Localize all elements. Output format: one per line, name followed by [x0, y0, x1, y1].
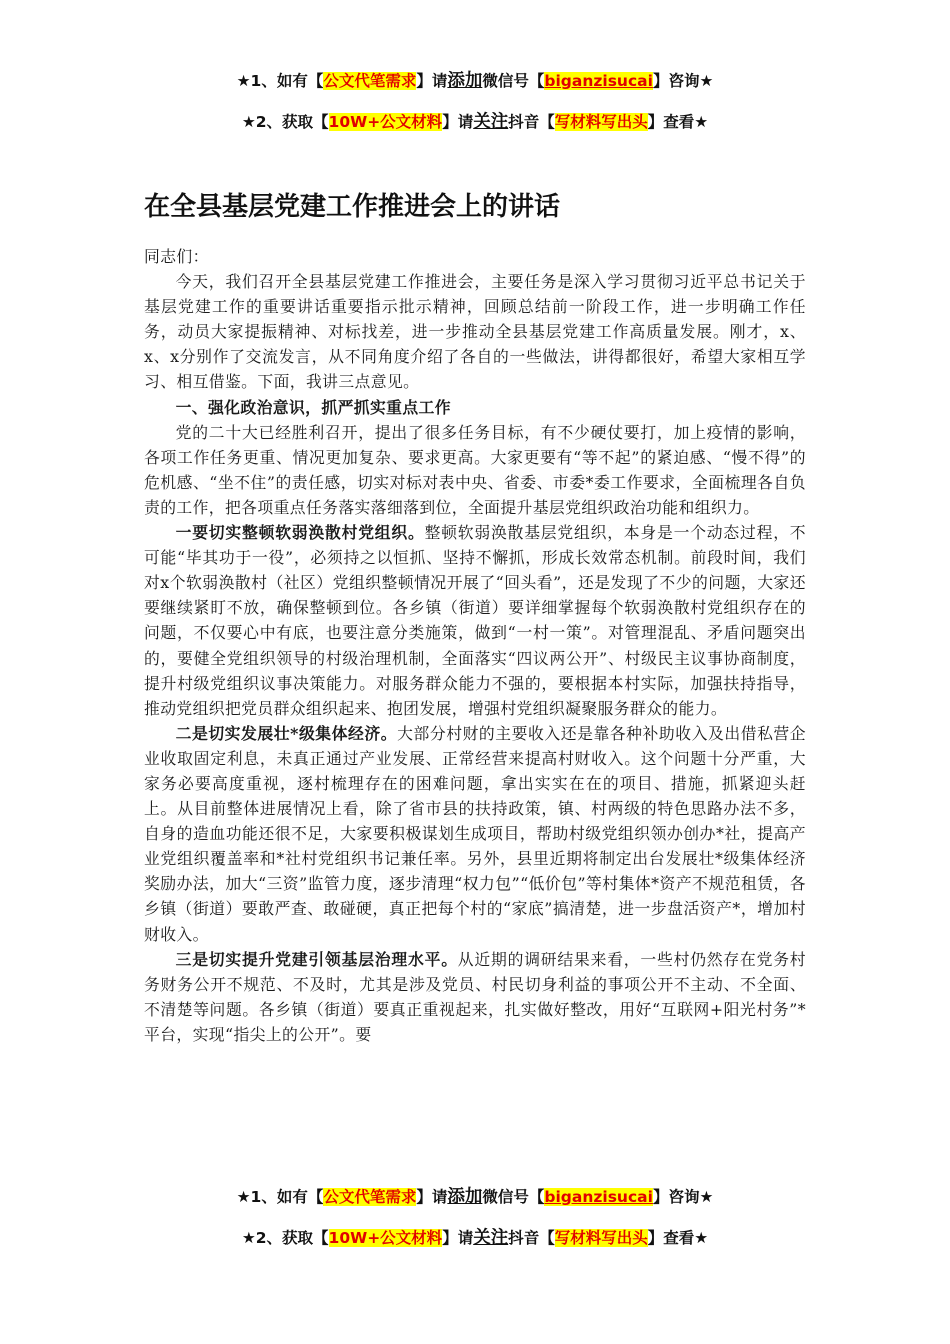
emphasis-add: 添加 [447, 71, 483, 91]
douyin-account: 写材料写出头 [554, 113, 648, 131]
wechat-id-link[interactable]: biganzisucai [544, 72, 653, 90]
highlight-materials: 10W+公文材料 [328, 1229, 443, 1247]
point-1-lead: 一要切实整顿软弱涣散村党组织。 [175, 523, 425, 543]
wechat-id-link[interactable]: biganzisucai [544, 1188, 653, 1206]
promo-banner-top-line1: ★1、如有【公文代笔需求】请添加微信号【biganzisucai】咨询★ [236, 71, 714, 91]
point-2-lead: 二是切实发展壮*级集体经济。 [175, 723, 398, 743]
point-1-text: 整顿软弱涣散基层党组织，本身是一个动态过程，不可能“毕其功于一役”，必须持之以恒抓、坚持不懈抓，形成长效常态机制。前段时间，我们对x个软弱涣散村（社区）党组织整顿情况开展了“回头看”，还是发现了不少的问题，大家还要继续紧盯不放，确保整顿到位。各乡镇（街道）要详细掌握每个软弱涣散村党组织存在的问题，不仅要心中有底，也要注意分类施策，做到“一村一策”。对管理混乱、矛盾问题突出的，要健全党组织领导的村级治理机制，全面落实“四议两公开”、村级民主议事协商制度，提升村级党组织议事决策能力。对服务群众能力不强的，要根据本村实际，加强扶持指导，推动党组织把党员群众组织起来、抱团发展，增强村党组织凝聚服务群众的能力。 [144, 523, 806, 718]
promo-banner-bottom-line1: ★1、如有【公文代笔需求】请添加微信号【biganzisucai】咨询★ [236, 1187, 714, 1207]
emphasis-follow: 关注 [473, 1228, 509, 1248]
emphasis-follow: 关注 [473, 112, 509, 132]
highlight-service: 公文代笔需求 [323, 1188, 417, 1206]
point-3-lead: 三是切实提升党建引领基层治理水平。 [175, 949, 458, 969]
promo-banner-top-line2: ★2、获取【10W+公文材料】请关注抖音【写材料写出头】查看★ [241, 112, 709, 132]
highlight-service: 公文代笔需求 [323, 72, 417, 90]
emphasis-add: 添加 [447, 1187, 483, 1207]
point-2-paragraph [144, 721, 806, 947]
point-3-text: 从近期的调研结果来看，一些村仍然存在党务村务财务公开不规范、不及时，尤其是涉及党员、村民切身利益的事项公开不主动、不全面、不清楚等问题。各乡镇（街道）要真正重视起来，扎实做好整改，用好“互联网+阳光村务”*平台，实现“指尖上的公开”。要 [144, 949, 806, 1044]
point-2-text: 大部分村财的主要收入还是靠各种补助收入及出借私营企业收取固定利息，未真正通过产业发展、正常经营来提高村财收入。这个问题十分严重，大家务必要高度重视，逐村梳理存在的困难问题，拿出实实在在的项目、措施，抓紧迎头赶上。从目前整体进展情况上看，除了省市县的扶持政策，镇、村两级的特色思路办法不多，自身的造血功能还很不足，大家要积极谋划生成项目，帮助村级党组织领办创办*社，提高产业党组织覆盖率和*社村党组织书记兼任率。另外，县里近期将制定出台发展壮*级集体经济奖励办法，加大“三资”监管力度，逐步清理“权力包”“低价包”等村集体*资产不规范租赁，各乡镇（街道）要敢严查、敢碰硬，真正把每个村的“家底”搞清楚，进一步盘活资产*，增加村财收入。 [144, 723, 806, 944]
document-body [144, 244, 806, 1047]
point-1-paragraph [144, 520, 806, 721]
point-3-paragraph [144, 947, 806, 1047]
section-1-paragraph: 党的二十大已经胜利召开，提出了很多任务目标，有不少硬仗要打，加上疫情的影响，各项工作任务更重、情况更加复杂、要求更高。大家更要有“等不起”的紧迫感、“慢不得”的危机感、“坐不住”的责任感，切实对标对表中央、省委、市委*委工作要求，全面梳理各自负责的工作，把各项重点任务落实落细落到位，全面提升基层党组织政治功能和组织力。 [144, 422, 806, 517]
greeting: 同志们： [144, 247, 209, 266]
document-title: 在全县基层党建工作推进会上的讲话 [144, 192, 561, 222]
highlight-materials: 10W+公文材料 [328, 113, 443, 131]
section-heading-1: 一、强化政治意识，抓严抓实重点工作 [175, 397, 451, 417]
promo-banner-bottom-line2: ★2、获取【10W+公文材料】请关注抖音【写材料写出头】查看★ [241, 1228, 709, 1248]
intro-paragraph: 今天，我们召开全县基层党建工作推进会，主要任务是深入学习贯彻习近平总书记关于基层党建工作的重要讲话重要指示批示精神，回顾总结前一阶段工作，进一步明确工作任务，动员大家提振精神、对标找差，进一步推动全县基层党建工作高质量发展。刚才，x、x、x分别作了交流发言，从不同角度介绍了各自的一些做法，讲得都很好，希望大家相互学习、相互借鉴。下面，我讲三点意见。 [144, 272, 806, 392]
douyin-account: 写材料写出头 [554, 1229, 648, 1247]
